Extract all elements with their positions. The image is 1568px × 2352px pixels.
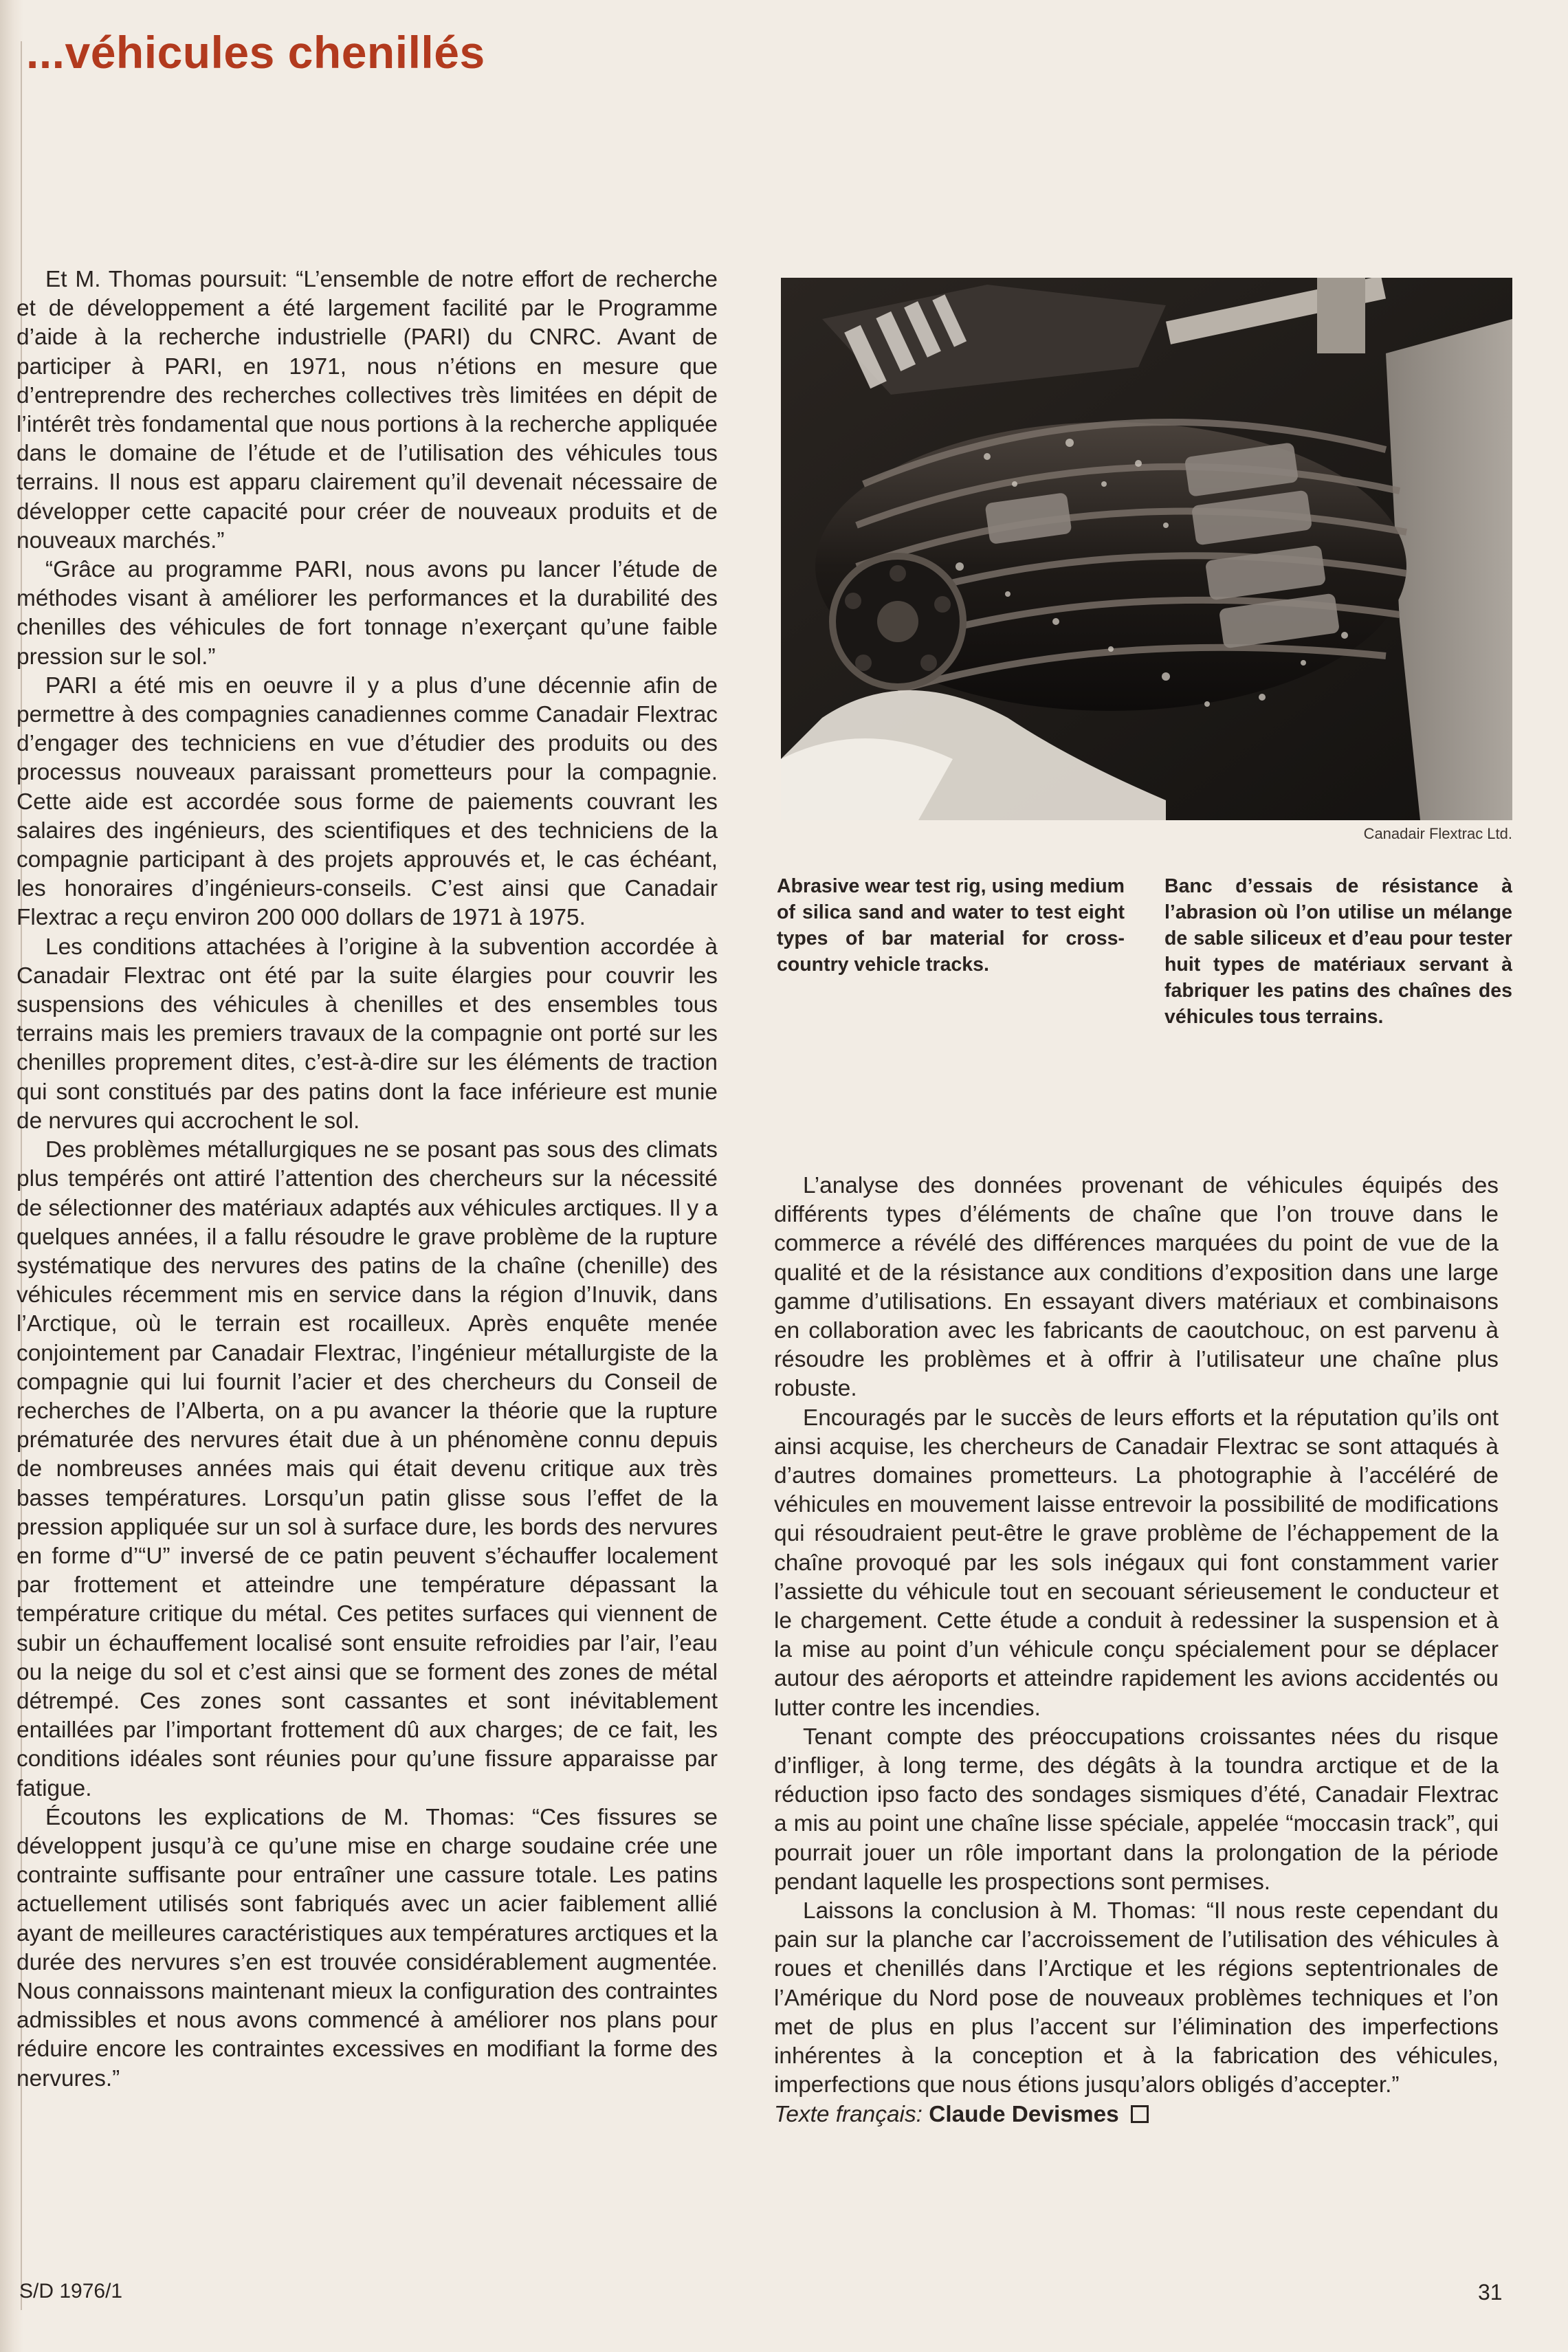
left-text-column <box>16 265 718 2093</box>
photo-credit: Canadair Flextrac Ltd. <box>1363 825 1512 842</box>
translator-label: Texte français: <box>774 2101 923 2127</box>
translator-name: Claude Devismes <box>929 2101 1119 2127</box>
paragraph: PARI a été mis en oeuvre il y a plus d’une décennie afin de permettre à des compagnies canadiennes comme Canadair Flextrac d’engager des techniciens en vue d’étudier des produits ou des processus nouveaux paraissant prometteurs pour la compagnie. Cette aide est accordée sous forme de paiements couvrant les salaires des ingénieurs, des scientifiques et des techniciens de la compagnie participant à des projets approuvés et, le cas échéant, les honoraires d’ingénieurs-conseils. C’est ainsi que Canadair Flextrac a reçu environ 200 000 dollars de 1971 à 1975. <box>16 672 718 931</box>
caption-french: Banc d’essais de résistance à l’abrasion où l’on utilise un mélange de sable siliceux et d’eau pour tester huit types de matériaux servant à fabriquer les patins des chaînes des véhicules tous terrains. <box>1164 875 1512 1028</box>
paragraph: Des problèmes métallurgiques ne se posant pas sous des climats plus tempérés ont attiré l’attention des chercheurs sur la nécessité de sélectionner des matériaux adaptés aux véhicules arctiques. Il y a quelques années, il a fallu résoudre le grave problème de la rupture systématique des nervures des patins de la chaîne (chenille) des véhicules récemment mis en service dans la région d’Inuvik, dans l’Arctique, où le terrain est rocailleux. Après enquête menée conjointement par Canadair Flextrac, l’ingénieur métallurgiste de la compagnie qui lui fournit l’acier et des chercheurs du Conseil de recherches de l’Alberta, on a pu avancer la théorie que la rupture prématurée des nervures était due à un phénomène connu depuis de nombreuses années mais qui était devenu critique aux très basses températures. Lorsqu’un patin glisse sous l’effet de la pression appliquée sur un sol à surface dure, les bords des nervures en forme d’“U” inversé de ce patin peuvent s’échauffer localement par frottement et atteindre une température dépassant la température critique du métal. Ces petites surfaces qui viennent de subir un échauffement localisé sont ensuite refroidies par l’air, l’eau ou la neige du sol et c’est ainsi que se forment des zones de métal détrempé. Ces zones sont cassantes et sont inévitablement entaillées par l’important frottement dû aux charges; de ce fait, les conditions idéales sont réunies pour qu’une fissure apparaisse par fatigue. <box>16 1137 718 1801</box>
issue-label: S/D 1976/1 <box>19 2280 123 2302</box>
paragraph: L’analyse des données provenant de véhicules équipés des différents types d’éléments de chaîne que l’on trouve dans le commerce a révélé des différences marquées du point de vue de la qualité et de la résistance aux conditions d’exposition dans une large gamme d’utilisations. En essayant divers matériaux et combinaisons en collaboration avec les fabricants de caoutchouc, on est parvenu à résoudre les problèmes et à offrir à l’utilisateur une chaîne plus robuste. <box>774 1173 1499 1402</box>
right-text-column <box>774 1172 1499 2129</box>
caption-english: Abrasive wear test rig, using medium of silica sand and water to test eight types of bar material for cross-country vehicle tracks. <box>777 875 1125 976</box>
page-title: ...véhicules chenillés <box>26 27 485 78</box>
translator-credit <box>774 2100 1499 2129</box>
paragraph: Encouragés par le succès de leurs efforts et la réputation qu’ils ont ainsi acquise, les chercheurs de Canadair Flextrac se sont attaqués à d’autres domaines prometteurs. La photographie à l’accéléré de véhicules en mouvement laisse entrevoir la possibilité de modifications qui résoudraient peut-être le grave problème de l’échappement de la chaîne provoqué par les sols inégaux qui font constamment varier l’assiette du véhicule tout en secouant sérieusement le conducteur et le chargement. Cette étude a conduit à redessiner la suspension et à la mise au point d’un véhicule conçu spécialement pour se déplacer autour des aéroports et atteindre rapidement les avions accidentés ou lutter contre les incendies. <box>774 1405 1499 1721</box>
end-of-article-mark <box>1131 2105 1149 2123</box>
paragraph: Les conditions attachées à l’origine à la subvention accordée à Canadair Flextrac ont été par la suite élargies pour couvrir les suspensions des véhicules à chenilles et des ensembles tous terrains mais les premiers travaux de la compagnie ont porté sur les chenilles proprement dites, c’est-à-dire sur les éléments de traction qui sont constitués par des patins dont la face inférieure est munie de nervures qui accrochent le sol. <box>16 934 718 1134</box>
test-rig-photo <box>781 278 1512 820</box>
paragraph: Laissons la conclusion à M. Thomas: “Il nous reste cependant du pain sur la planche car l’accroissement de l’utilisation des véhicules à roues et chenillés dans l’Arctique et les régions septentrionales de l’Amérique du Nord pose de nouveaux problèmes techniques et l’on met de plus en plus l’accent sur l’élimination des imperfections inhérentes à la conception et à la fabrication des véhicules, imperfections que nous étions jusqu’alors obligés d’accepter.” <box>774 1898 1499 2098</box>
page-number: 31 <box>1478 2280 1503 2305</box>
paragraph: “Grâce au programme PARI, nous avons pu lancer l’étude de méthodes visant à améliorer les performances et la durabilité des chenilles des véhicules de fort tonnage n’exerçant qu’une faible pression sur le sol.” <box>16 557 718 670</box>
paragraph: Tenant compte des préoccupations croissantes nées du risque d’infliger, à long terme, des dégâts à la toundra arctique et de la réduction ipso facto des sondages sismiques d’été, Canadair Flextrac a mis au point une chaîne lisse spéciale, appelée “moccasin track”, qui pourrait jouer un rôle important dans la prolongation de la période pendant laquelle les prospections sont permises. <box>774 1724 1499 1895</box>
paragraph: Écoutons les explications de M. Thomas: “Ces fissures se développent jusqu’à ce qu’une mise en charge soudaine crée une contrainte suffisante pour entraîner une cassure totale. Les patins actuellement utilisés sont fabriqués avec un acier faiblement allié ayant de meilleures caractéristiques aux températures arctiques et la durée des nervures s’en est trouvée considérablement augmentée. Nous connaissons maintenant mieux la configuration des contraintes admissibles et nous avons commencé à améliorer nos plans pour réduire encore les contraintes excessives en modifiant la forme des nervures.” <box>16 1804 718 2091</box>
paragraph: Et M. Thomas poursuit: “L’ensemble de notre effort de recherche et de développement a été largement facilité par le Programme d’aide à la recherche industrielle (PARI) du CNRC. Avant de participer à PARI, en 1971, nous n’étions en mesure que d’entreprendre des recherches collectives très limitées en dépit de l’intérêt très fondamental que nous portions à la recherche appliquée dans le domaine de l’étude et de l’utilisation des véhicules tous terrains. Il nous est apparu clairement qu’il devenait nécessaire de développer cette capacité pour créer de nouveaux produits et de nouveaux marchés.” <box>16 267 718 553</box>
